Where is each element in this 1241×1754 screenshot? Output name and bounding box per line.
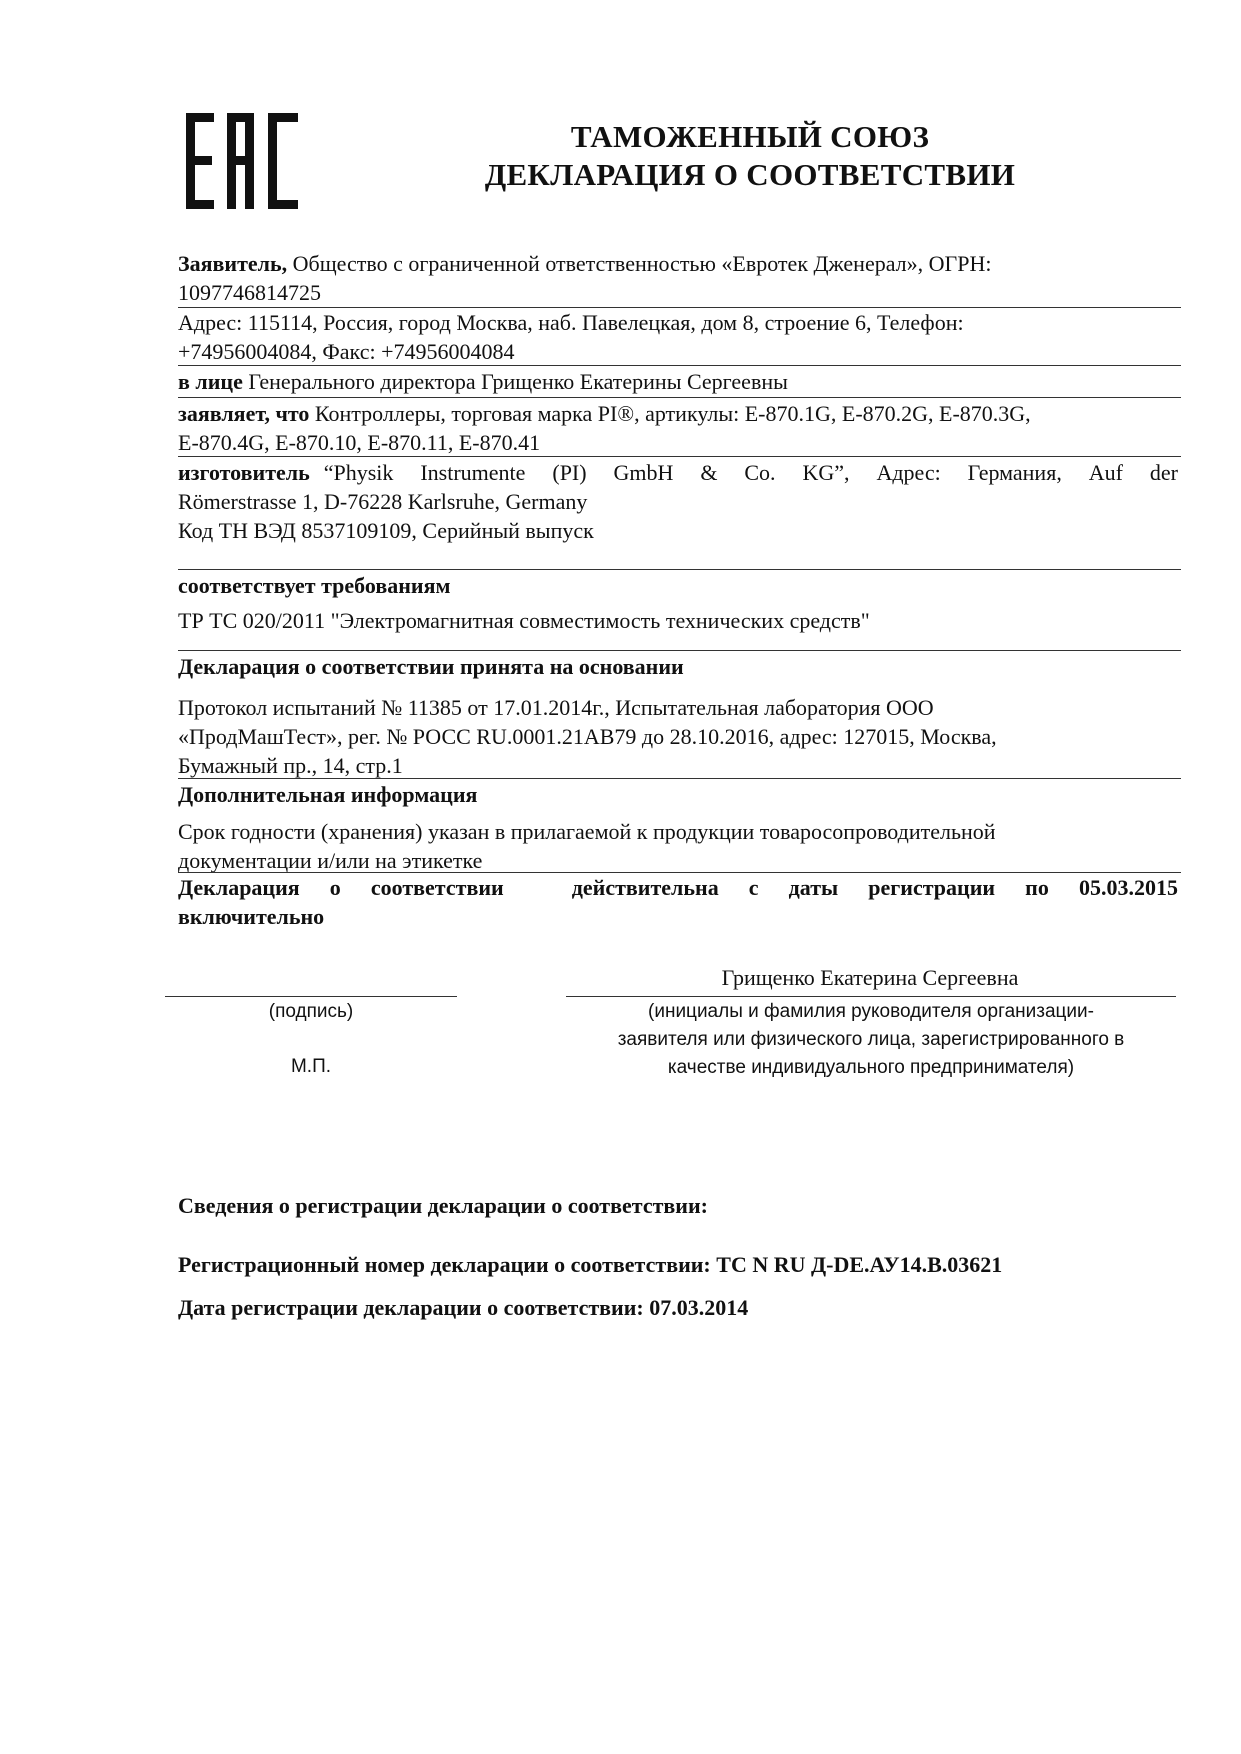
declares-line-2: E-870.4G, E-870.10, E-870.11, E-870.41 (178, 430, 541, 455)
validity-date: 05.03.2015 (1078, 875, 1178, 900)
registration-date: 07.03.2014 (649, 1295, 749, 1320)
address-section (178, 308, 1178, 366)
eac-logo (186, 113, 298, 209)
registration-number: ТС N RU Д-DE.АУ14.В.03621 (716, 1252, 1003, 1277)
registration-date-row (178, 1293, 1178, 1322)
additional-line-2: документации и/или на этикетке (178, 848, 483, 873)
basis-line-2: «ПродМашТест», рег. № РОСС RU.0001.21АВ79 до 28.10.2016, адрес: 127015, Москва, (178, 724, 997, 749)
divider (178, 397, 1181, 398)
validity-word: действительна (571, 875, 719, 900)
manufacturer-line-2: Römerstrasse 1, D-76228 Karlsruhe, Germany (178, 489, 588, 514)
name-line (566, 996, 1176, 997)
applicant-text: Общество с ограниченной ответственностью «Евротек Дженерал», ОГРН: (292, 251, 992, 276)
signature-caption: (подпись) (268, 1001, 354, 1022)
applicant-ogrn: 1097746814725 (178, 280, 321, 305)
manufacturer-line-3: Код ТН ВЭД 8537109109, Серийный выпуск (178, 518, 594, 543)
additional-line-1: Срок годности (хранения) указан в прилагаемой к продукции товаросопроводительной (178, 819, 996, 844)
declares-label: заявляет, что (178, 401, 310, 426)
validity-word: регистрации (868, 875, 996, 900)
validity-section (178, 873, 1178, 931)
declares-section (178, 399, 1178, 457)
registration-date-label: Дата регистрации декларации о соответствии: (178, 1295, 644, 1320)
additional-label: Дополнительная информация (178, 782, 478, 807)
declares-line-1: Контроллеры, торговая марка PI®, артикулы: E-870.1G, E-870.2G, E-870.3G, (314, 401, 1031, 426)
signature-line (165, 996, 457, 997)
validity-word: по (1025, 875, 1049, 900)
basis-section (178, 652, 1178, 780)
validity-word: Декларация (178, 875, 300, 900)
validity-word: даты (788, 875, 839, 900)
name-caption-line-3: качестве индивидуального предпринимателя) (667, 1057, 1075, 1078)
divider (178, 650, 1181, 651)
stamp-caption: М.П. (290, 1056, 332, 1077)
registration-heading: Сведения о регистрации декларации о соответствии: (178, 1193, 708, 1218)
basis-line-3: Бумажный пр., 14, стр.1 (178, 753, 403, 778)
validity-line-2: включительно (178, 904, 325, 929)
represented-label: в лице (178, 369, 243, 394)
name-caption (566, 998, 1176, 1082)
manufacturer-section (178, 458, 1178, 545)
signatory-name: Грищенко Екатерина Сергеевна (721, 965, 1019, 990)
title-line-1: ТАМОЖЕННЫЙ СОЮЗ (570, 119, 930, 154)
validity-word: соответствии (370, 875, 504, 900)
applicant-section (178, 249, 1178, 307)
validity-word: о (329, 875, 341, 900)
requirements-label: соответствует требованиям (178, 573, 451, 598)
requirements-text: ТР ТС 020/2011 "Электромагнитная совместимость технических средств" (178, 608, 870, 633)
validity-word: с (748, 875, 759, 900)
divider (178, 569, 1181, 570)
name-caption-line-2: заявителя или физического лица, зарегистрированного в (617, 1029, 1125, 1050)
applicant-label: Заявитель, (178, 251, 288, 276)
address-line-2: +74956004084, Факс: +74956004084 (178, 339, 515, 364)
registration-number-row (178, 1250, 1178, 1279)
validity-line-1 (178, 873, 1178, 902)
requirements-section (178, 571, 1178, 635)
divider (178, 456, 1181, 457)
title-line-2: ДЕКЛАРАЦИЯ О СООТВЕТСТВИИ (484, 157, 1016, 192)
additional-section (178, 780, 1178, 875)
represented-text: Генерального директора Грищенко Екатерины Сергеевны (248, 369, 788, 394)
manufacturer-line-1: “Physik Instrumente (PI) GmbH & Co. KG”, Адрес: Германия, Auf der (323, 460, 1178, 485)
document-title (420, 118, 1080, 194)
basis-line-1: Протокол испытаний № 11385 от 17.01.2014г., Испытательная лаборатория ООО (178, 695, 934, 720)
represented-section (178, 367, 1178, 396)
divider (178, 365, 1181, 366)
divider (178, 778, 1181, 779)
basis-label: Декларация о соответствии принята на основании (178, 654, 684, 679)
name-caption-line-1: (инициалы и фамилия руководителя организации- (648, 1001, 1094, 1022)
registration-number-label: Регистрационный номер декларации о соответствии: (178, 1252, 711, 1277)
manufacturer-label: изготовитель (178, 460, 310, 485)
address-line-1: Адрес: 115114, Россия, город Москва, наб. Павелецкая, дом 8, строение 6, Телефон: (178, 310, 964, 335)
